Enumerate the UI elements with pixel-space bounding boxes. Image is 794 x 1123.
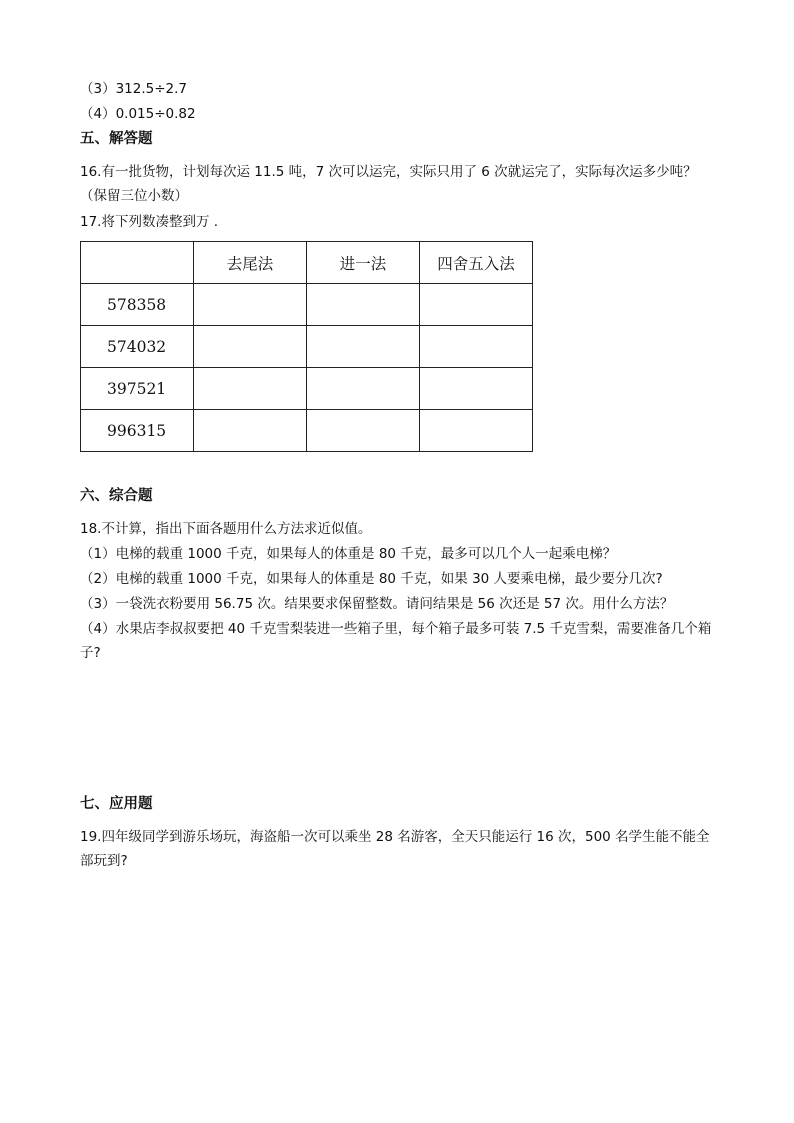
answer-cell[interactable] — [194, 284, 307, 326]
table-header-cell: 进一法 — [307, 242, 420, 284]
answer-cell[interactable] — [420, 326, 533, 368]
question-18-part-4: （4）水果店李叔叔要把 40 千克雪梨装进一些箱子里，每个箱子最多可装 7.5 千克雪梨，需要准备几个箱子? — [80, 621, 712, 661]
answer-cell[interactable] — [194, 410, 307, 452]
answer-cell[interactable] — [194, 326, 307, 368]
table-header-cell: 四舍五入法 — [420, 242, 533, 284]
table-number-cell: 996315 — [81, 410, 194, 452]
section-5-heading: 五、解答题 — [80, 131, 153, 147]
question-18-part-2: （2）电梯的载重 1000 千克，如果每人的体重是 80 千克，如果 30 人要乘电梯，最少要分几次? — [80, 571, 663, 587]
problem-3-expression: （3）312.5÷2.7 — [80, 81, 188, 97]
answer-cell[interactable] — [307, 410, 420, 452]
question-18-part-1: （1）电梯的载重 1000 千克，如果每人的体重是 80 千克，最多可以几个人一起乘电梯？ — [80, 546, 617, 562]
answer-cell[interactable] — [420, 410, 533, 452]
question-17: 17.将下列数凑整到万 . — [80, 214, 219, 230]
answer-cell[interactable] — [194, 368, 307, 410]
question-16: 16.有一批货物，计划每次运 11.5 吨，7 次可以运完，实际只用了 6 次就运完了，实际每次运多少吨？（保留三位小数） — [80, 164, 697, 204]
answer-cell[interactable] — [420, 284, 533, 326]
table-number-cell: 578358 — [81, 284, 194, 326]
answer-cell[interactable] — [307, 284, 420, 326]
table-row — [81, 410, 533, 452]
table-number-cell: 397521 — [81, 368, 194, 410]
answer-cell[interactable] — [420, 368, 533, 410]
question-18-part-3: （3）一袋洗衣粉要用 56.75 次。结果要求保留整数。请问结果是 56 次还是 57 次。用什么方法？ — [80, 596, 674, 612]
section-6-heading: 六、综合题 — [80, 488, 153, 504]
answer-cell[interactable] — [307, 368, 420, 410]
table-row — [81, 368, 533, 410]
table-row — [81, 284, 533, 326]
question-19: 19.四年级同学到游乐场玩，海盗船一次可以乘坐 28 名游客，全天只能运行 16 次，500 名学生能不能全部玩到? — [80, 829, 710, 869]
table-row — [81, 326, 533, 368]
section-7-heading: 七、应用题 — [80, 796, 153, 812]
question-18: 18.不计算，指出下面各题用什么方法求近似值。 — [80, 521, 372, 537]
table-number-cell: 574032 — [81, 326, 194, 368]
table-header-cell: 去尾法 — [194, 242, 307, 284]
rounding-table — [80, 241, 533, 452]
table-header-cell — [81, 242, 194, 284]
problem-4-expression: （4）0.015÷0.82 — [80, 106, 196, 122]
table-header-row — [81, 242, 533, 284]
answer-cell[interactable] — [307, 326, 420, 368]
